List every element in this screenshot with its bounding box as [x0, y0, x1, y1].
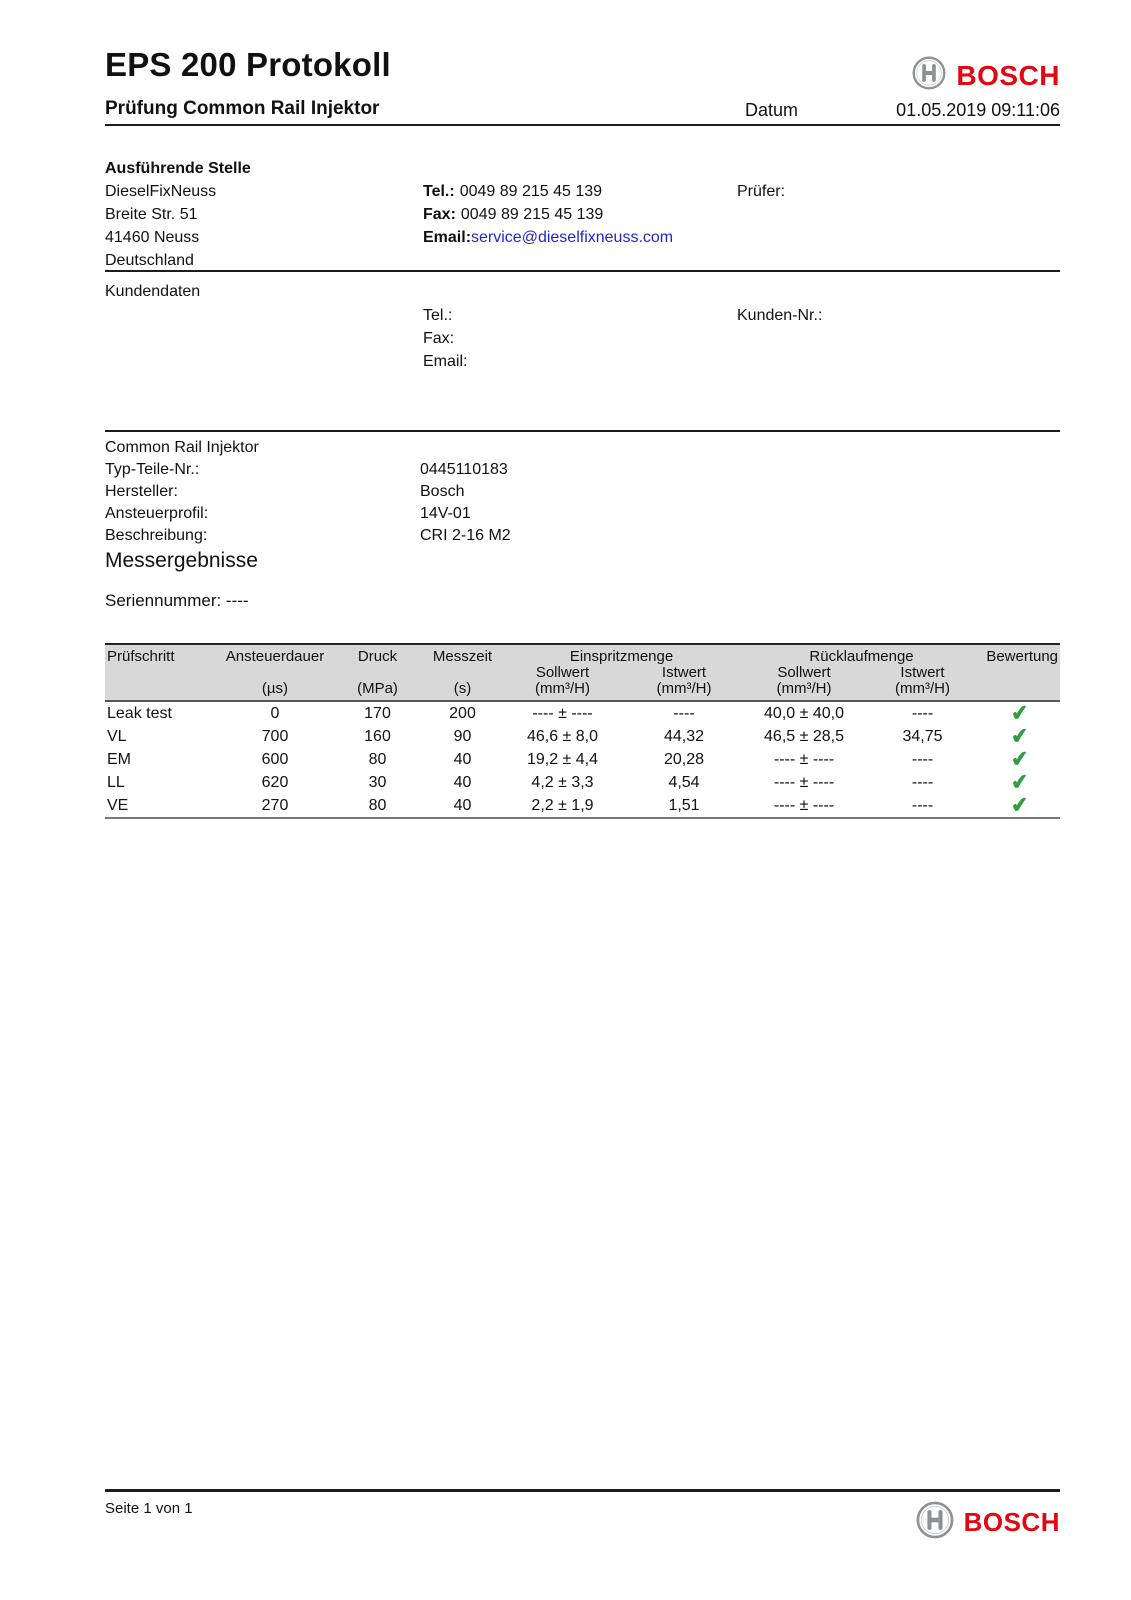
- provider-street: Breite Str. 51: [105, 206, 198, 223]
- provider-email-line: [423, 226, 673, 249]
- injector-section-title: Common Rail Injektor: [105, 439, 259, 456]
- provider-section-title: Ausführende Stelle: [105, 160, 251, 177]
- provider-fax-label: Fax:: [423, 206, 456, 223]
- unit-mm3h: (mm³/H): [625, 681, 743, 701]
- customer-divider: [105, 430, 1060, 432]
- page-number: Seite 1 von 1: [105, 1500, 193, 1517]
- header-row-subcols: [105, 665, 1060, 681]
- cell-ruecklauf-soll: ---- ± ----: [743, 794, 865, 818]
- subcol-einspritz-istwert: Istwert: [661, 664, 707, 681]
- footer-row: [105, 1497, 1060, 1544]
- subcol-einspritz-sollwert: Sollwert: [535, 664, 590, 681]
- results-table: [105, 643, 1060, 819]
- cell-ansteuerdauer: 0: [270, 704, 280, 722]
- pruefer-label: Prüfer:: [737, 183, 786, 200]
- bosch-logo-header: [912, 56, 1060, 95]
- cell-messzeit: 200: [449, 704, 476, 722]
- page-title: EPS 200 Protokoll: [105, 46, 391, 83]
- cell-druck: 170: [364, 704, 391, 722]
- injector-value: 0445110183: [420, 461, 508, 478]
- header-divider: [105, 124, 1060, 126]
- provider-fax-line: [423, 203, 673, 226]
- cell-step: VE: [105, 794, 220, 818]
- provider-tel-line: [423, 180, 673, 203]
- check-icon: ✔: [1010, 746, 1030, 772]
- results-table-header: [105, 644, 1060, 701]
- cell-bewertung: [980, 748, 1060, 771]
- provider-examiner-column: [737, 180, 785, 203]
- unit-s: (s): [425, 681, 500, 701]
- table-row: [105, 794, 1060, 818]
- empty-cell: [220, 665, 330, 681]
- serial-number-line: Seriennummer: ----: [105, 591, 249, 610]
- table-row: [105, 771, 1060, 794]
- provider-tel-value: 0049 89 215 45 139: [459, 183, 603, 200]
- page-subtitle: Prüfung Common Rail Injektor: [105, 98, 380, 119]
- unit-mpa: (MPa): [330, 681, 425, 701]
- bosch-wordmark: BOSCH: [956, 59, 1060, 91]
- check-icon: ✔: [1010, 792, 1030, 818]
- table-row: [105, 701, 1060, 725]
- cell-einspritz-soll: 46,6 ± 8,0: [526, 727, 599, 745]
- empty-cell: [425, 665, 500, 681]
- cell-bewertung: [980, 701, 1060, 725]
- cell-einspritz-ist: 1,51: [625, 794, 743, 818]
- col-messzeit: Messzeit: [425, 644, 500, 665]
- col-pruefschritt: Prüfschritt: [105, 644, 220, 665]
- injector-section: [105, 437, 1060, 547]
- cell-step: EM: [107, 750, 131, 768]
- unit-mm3h: (mm³/H): [865, 681, 980, 701]
- cell-ansteuerdauer: 270: [220, 794, 330, 818]
- cell-ansteuerdauer: 700: [261, 727, 289, 745]
- provider-fax-value: 0049 89 215 45 139: [460, 206, 604, 223]
- cell-messzeit: 90: [453, 727, 472, 745]
- subtitle-row: [105, 98, 1060, 122]
- injector-value: 14V-01: [420, 505, 471, 522]
- injector-value: CRI 2-16 M2: [420, 527, 511, 544]
- table-row: [105, 748, 1060, 771]
- provider-country: Deutschland: [105, 252, 194, 269]
- customer-section-title: Kundendaten: [105, 283, 201, 300]
- cell-einspritz-soll: 4,2 ± 3,3: [531, 773, 594, 791]
- col-ruecklaufmenge: Rücklaufmenge: [743, 644, 980, 665]
- date-label: Datum: [745, 100, 799, 120]
- results-heading: Messergebnisse: [105, 549, 258, 572]
- check-icon: ✔: [1010, 769, 1030, 795]
- cell-druck: 80: [330, 794, 425, 818]
- empty-cell: [105, 665, 220, 681]
- unit-us: (µs): [220, 681, 330, 701]
- injector-label: Beschreibung:: [105, 527, 208, 544]
- empty-cell: [980, 681, 1060, 701]
- cell-druck: 30: [368, 773, 387, 791]
- col-einspritzmenge: Einspritzmenge: [500, 644, 743, 665]
- customer-number-column: [737, 304, 822, 327]
- unit-mm3h: (mm³/H): [743, 681, 865, 701]
- empty-cell: [330, 665, 425, 681]
- bosch-emblem-icon: [916, 1501, 954, 1544]
- col-druck: Druck: [330, 644, 425, 665]
- customer-section: [105, 280, 1060, 430]
- injector-label: Ansteuerprofil:: [105, 505, 209, 522]
- cell-ruecklauf-soll: 46,5 ± 28,5: [764, 727, 844, 745]
- injector-row: [105, 481, 1060, 503]
- cell-step: Leak test: [107, 704, 172, 722]
- provider-contact-column: [423, 180, 673, 249]
- injector-value: Bosch: [420, 483, 465, 500]
- provider-city: 41460 Neuss: [105, 229, 200, 246]
- customer-contact-column: [423, 304, 467, 373]
- results-table-body: [105, 701, 1060, 818]
- provider-email-label: Email:: [423, 229, 472, 246]
- kunden-nr-label: Kunden-Nr.:: [737, 307, 823, 324]
- injector-row: [105, 503, 1060, 525]
- cell-ruecklauf-soll: 40,0 ± 40,0: [764, 704, 844, 722]
- subcol-ruecklauf-istwert: Istwert: [900, 664, 945, 681]
- injector-row: [105, 525, 1060, 547]
- subcol-ruecklauf-sollwert: Sollwert: [777, 664, 831, 681]
- cell-ansteuerdauer: 600: [261, 750, 289, 768]
- cell-ruecklauf-soll: ---- ± ----: [773, 750, 835, 768]
- check-icon: ✔: [1010, 700, 1030, 726]
- date-value: 01.05.2019 09:11:06: [896, 100, 1060, 120]
- cell-ansteuerdauer: 620: [261, 773, 289, 791]
- cell-ruecklauf-ist: ----: [911, 773, 934, 791]
- provider-divider: [105, 270, 1060, 272]
- cell-einspritz-ist: 20,28: [663, 750, 705, 768]
- cell-bewertung: [980, 794, 1060, 818]
- cell-ruecklauf-soll: ---- ± ----: [773, 773, 835, 791]
- cell-messzeit: 40: [453, 750, 472, 768]
- cell-druck: 80: [368, 750, 387, 768]
- unit-mm3h: (mm³/H): [500, 681, 625, 701]
- cell-einspritz-soll: ---- ± ----: [532, 704, 593, 722]
- cell-step: VL: [107, 727, 127, 745]
- cell-einspritz-ist: ----: [673, 704, 695, 722]
- cell-ruecklauf-ist: 34,75: [902, 727, 943, 745]
- cell-ruecklauf-ist: ----: [865, 794, 980, 818]
- bosch-wordmark: BOSCH: [963, 1507, 1060, 1537]
- header-row-units: [105, 681, 1060, 701]
- cell-ruecklauf-ist: ----: [911, 750, 934, 768]
- bosch-emblem-icon: [912, 56, 946, 95]
- provider-section: [105, 157, 1060, 270]
- cell-einspritz-ist: 44,32: [663, 727, 705, 745]
- injector-row: [105, 459, 1060, 481]
- empty-cell: [105, 681, 220, 701]
- cell-messzeit: 40: [425, 794, 500, 818]
- cell-druck: 160: [364, 727, 391, 745]
- cell-messzeit: 40: [453, 773, 472, 791]
- empty-cell: [980, 665, 1060, 681]
- col-ansteuerdauer: Ansteuerdauer: [220, 644, 330, 665]
- customer-fax-label: Fax:: [423, 330, 455, 347]
- cell-einspritz-soll: 2,2 ± 1,9: [500, 794, 625, 818]
- col-bewertung: Bewertung: [980, 644, 1060, 665]
- footer-divider: [105, 1489, 1060, 1492]
- provider-tel-label: Tel.:: [423, 183, 455, 200]
- provider-email-link[interactable]: service@dieselfixneuss.com: [471, 229, 674, 246]
- bosch-logo-footer: [916, 1501, 1060, 1544]
- cell-einspritz-ist: 4,54: [668, 773, 700, 791]
- cell-bewertung: [980, 771, 1060, 794]
- cell-step: LL: [107, 773, 125, 791]
- cell-bewertung: [980, 725, 1060, 748]
- customer-tel-label: Tel.:: [423, 307, 453, 324]
- check-icon: ✔: [1010, 723, 1030, 749]
- customer-email-label: Email:: [423, 353, 468, 370]
- header-row-main: [105, 644, 1060, 665]
- cell-einspritz-soll: 19,2 ± 4,4: [526, 750, 599, 768]
- injector-label: Hersteller:: [105, 483, 178, 500]
- cell-ruecklauf-ist: ----: [911, 704, 934, 722]
- injector-label: Typ-Teile-Nr.:: [105, 461, 200, 478]
- table-row: [105, 725, 1060, 748]
- provider-name: DieselFixNeuss: [105, 183, 217, 200]
